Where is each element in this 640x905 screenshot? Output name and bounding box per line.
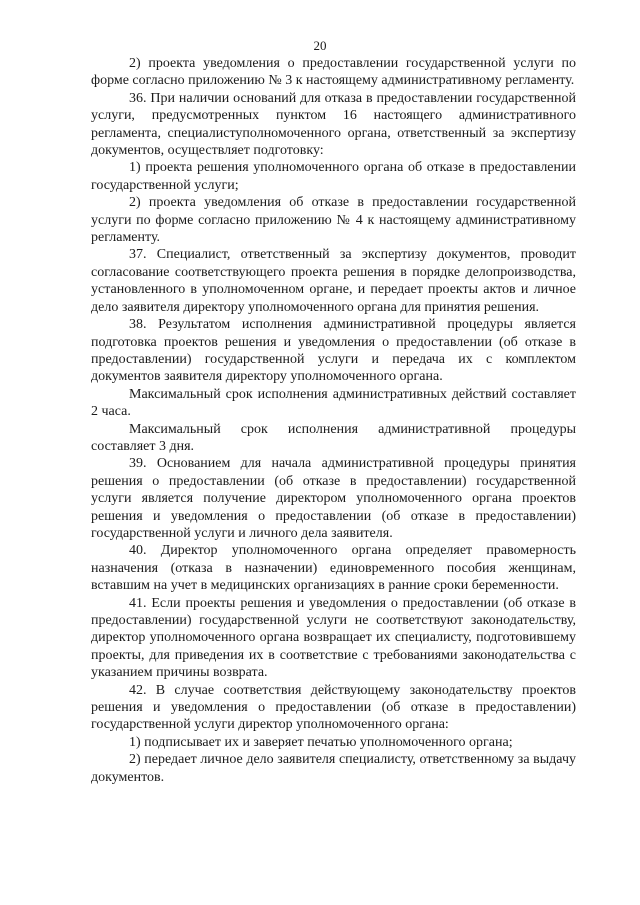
paragraph-42: 42. В случае соответствия действующему законодательству проектов решения и уведомления о предоставлении (об отказе в предоставлении) государственной услуги директор уполномоченного органа:	[91, 682, 576, 733]
paragraph-41: 41. Если проекты решения и уведомления о предоставлении (об отказе в предоставлении) государственной услуги не соответствуют законодательству, директор уполномоченного органа возвращает их специалисту, подготовившему проекты, для приведения их в соответствие с требованиями законодательства с указанием причины возврата.	[91, 595, 576, 681]
paragraph-37: 37. Специалист, ответственный за экспертизу документов, проводит согласование соответствующего проекта решения в порядке делопроизводства, установленного в уполномоченном органе, и передает проекты актов и личное дело заявителя директору уполномоченного органа для принятия решения.	[91, 247, 576, 315]
paragraph-40: 40. Директор уполномоченного органа определяет правомерность назначения (отказа в назначении) единовременного пособия женщинам, вставшим на учет в медицинских организациях в ранние сроки беременности.	[91, 543, 576, 594]
paragraph-42-item-1: 1) подписывает их и заверяет печатью уполномоченного органа;	[129, 734, 513, 750]
paragraph-36-item-1: 1) проекта решения уполномоченного органа об отказе в предоставлении государственной услуги;	[91, 160, 576, 193]
paragraph-36-item-2: 2) проекта уведомления об отказе в предоставлении государственной услуги по форме согласно приложению № 4 к настоящему административному регламенту.	[91, 195, 576, 246]
paragraph-39: 39. Основанием для начала административной процедуры принятия решения о предоставлении (об отказе в предоставлении) государственной услуги является получение директором уполномоченного органа проектов решения и уведомления о предоставлении (об отказе в предоставлении) государственной услуги и личного дела заявителя.	[91, 456, 576, 541]
paragraph-max-time-procedure: Максимальный срок исполнения административной процедуры составляет 3 дня.	[91, 421, 576, 454]
paragraph-max-time-actions: Максимальный срок исполнения административных действий составляет 2 часа.	[91, 386, 576, 420]
paragraph-42-item-2: 2) передает личное дело заявителя специалисту, ответственному за выдачу документов.	[91, 752, 576, 785]
page-number: 20	[313, 38, 327, 53]
paragraph-38: 38. Результатом исполнения административной процедуры является подготовка проектов решения и уведомления о предоставлении (об отказе в предоставлении) государственной услуги и передача их с комплектом документов заявителя директору уполномоченного органа.	[91, 317, 576, 385]
document-body	[91, 55, 576, 786]
paragraph-item-2-notice-form: 2) проекта уведомления о предоставлении государственной услуги по форме согласно приложению № 3 к настоящему административному регламенту.	[91, 56, 576, 89]
paragraph-36: 36. При наличии оснований для отказа в предоставлении государственной услуги, предусмотренных пунктом 16 настоящего административного регламента, специалиступолномоченного органа, ответственный за экспертизу документов, осуществляет подготовку:	[91, 90, 576, 159]
